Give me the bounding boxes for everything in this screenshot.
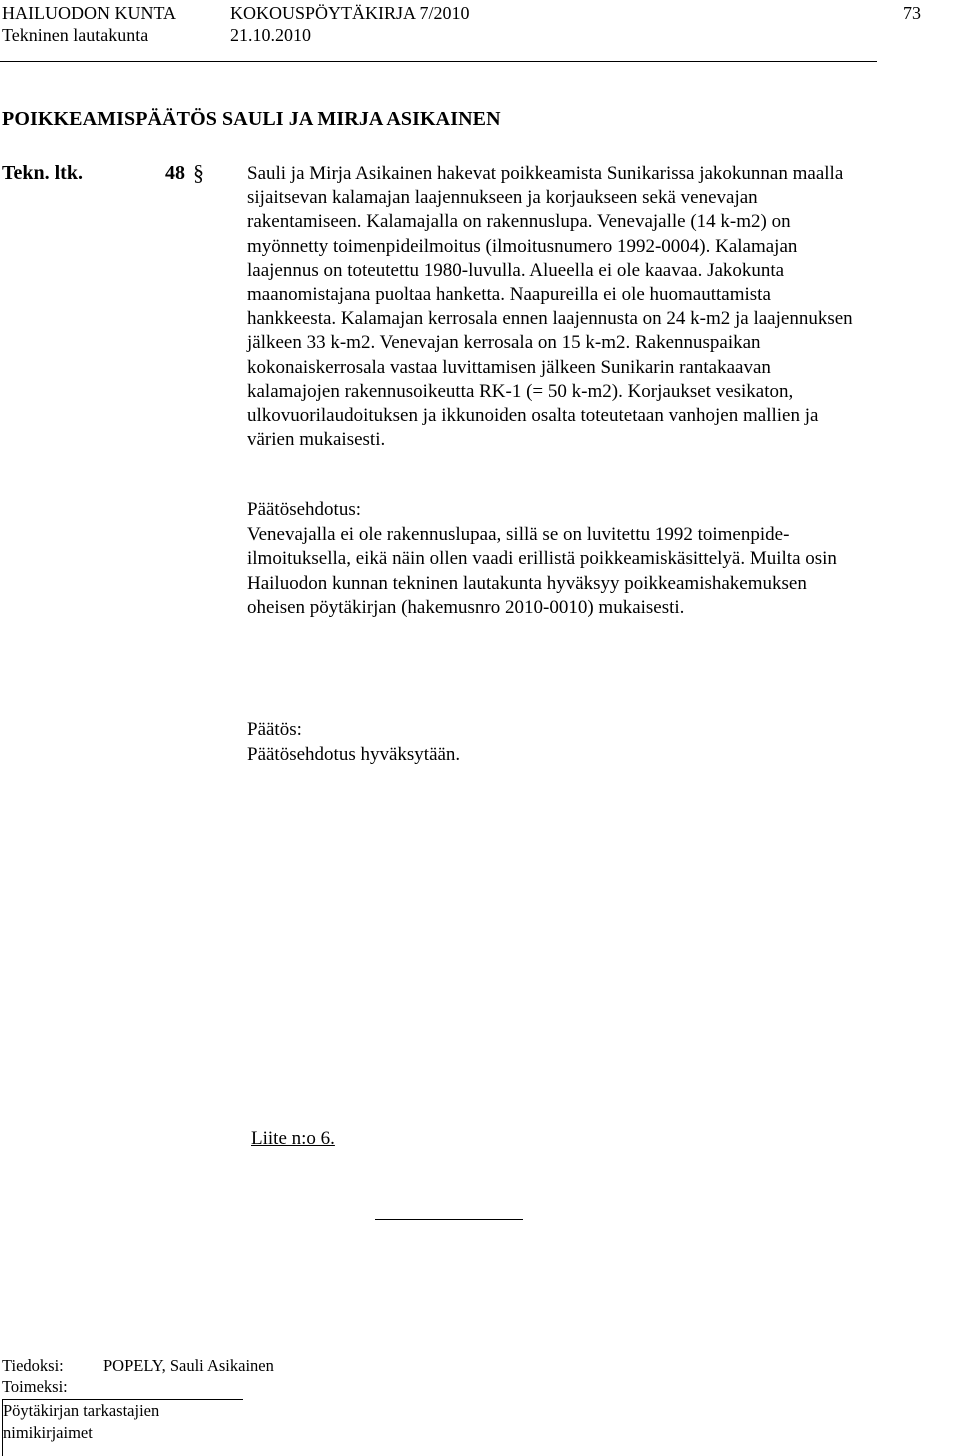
reviewers-initials-box xyxy=(2,1399,243,1456)
header-committee: Tekninen lautakunta xyxy=(2,25,149,45)
proposal-line: ilmoituksella, eikä näin ollen vaadi erillistä poikkeamiskäsittelyä. Muilta osin xyxy=(247,548,837,569)
section-line: Sauli ja Mirja Asikainen hakevat poikkeamista Sunikarissa jakokunnan maalla xyxy=(247,163,844,184)
section-line: maanomistajana puoltaa hanketta. Naapureilla ei ole huomauttamista xyxy=(247,283,771,305)
footer-toimeksi-label: Toimeksi: xyxy=(2,1377,68,1396)
attachment-link[interactable]: Liite n:o 6. xyxy=(251,1128,335,1149)
section-number: 48 xyxy=(165,162,185,184)
header-doc-type: KOKOUSPÖYTÄKIRJA 7/2010 xyxy=(230,3,470,23)
section-line: myönnetty toimenpideilmoitus (ilmoitusnumero 1992-0004). Kalamajan xyxy=(247,235,798,257)
section-line: sijaitsevan kalamajan laajennukseen ja korjaukseen sekä venevajan xyxy=(247,187,758,209)
proposal-line: Venevajalla ei ole rakennuslupaa, sillä se on luvitettu 1992 toimenpide- xyxy=(247,523,790,545)
section-line: hankkeesta. Kalamajan kerrosala ennen laajennusta on 24 k-m2 ja laajennuksen xyxy=(247,308,853,330)
decision-label: Päätös: xyxy=(247,719,302,740)
section-symbol: § xyxy=(193,160,204,185)
header-page-number: 73 xyxy=(903,3,921,23)
header-divider xyxy=(0,61,877,62)
section-line: rakentamiseen. Kalamajalla on rakennuslupa. Venevajalle (14 k-m2) on xyxy=(247,211,791,233)
section-line: laajennus on toteutettu 1980-luvulla. Alueella ei ole kaavaa. Jakokunta xyxy=(247,259,785,281)
reviewers-label-line2: nimikirjaimet xyxy=(3,1423,93,1442)
decision-block xyxy=(247,718,460,767)
proposal-label: Päätösehdotus: xyxy=(247,499,361,520)
section-line: kalamajojen rakennusoikeutta RK-1 (= 50 k-m2). Korjaukset vesikaton, xyxy=(247,380,794,402)
footer-tiedoksi-label: Tiedoksi: xyxy=(2,1356,64,1375)
reviewers-label-line1: Pöytäkirjan tarkastajien xyxy=(3,1401,160,1420)
proposal-line: oheisen pöytäkirjan (hakemusnro 2010-0010) mukaisesti. xyxy=(247,597,685,618)
section-line: värien mukaisesti. xyxy=(247,429,386,451)
decision-text: Päätösehdotus hyväksytään. xyxy=(247,743,461,765)
header-date: 21.10.2010 xyxy=(230,25,311,45)
footer-tiedoksi-value: POPELY, Sauli Asikainen xyxy=(103,1356,274,1375)
section-line: kokonaiskerrosala vastaa luvittamisen jälkeen Sunikarin rantakaavan xyxy=(247,356,771,378)
section-line: jälkeen 33 k-m2. Venevajan kerrosala on 15 k-m2. Rakennuspaikan xyxy=(247,332,761,354)
section-line: ulkovuorilaudoituksen ja ikkunoiden osalta toteutetaan vanhojen mallien ja xyxy=(247,404,819,426)
section-body xyxy=(247,162,887,452)
proposal-line: Hailuodon kunnan tekninen lautakunta hyväksyy poikkeamishakemuksen xyxy=(247,572,807,594)
page-title: POIKKEAMISPÄÄTÖS SAULI JA MIRJA ASIKAINEN xyxy=(2,108,501,130)
proposal-block xyxy=(247,498,837,621)
signature-line xyxy=(375,1219,523,1220)
section-body-label: Tekn. ltk. xyxy=(2,162,83,184)
header-municipality: HAILUODON KUNTA xyxy=(2,3,177,23)
